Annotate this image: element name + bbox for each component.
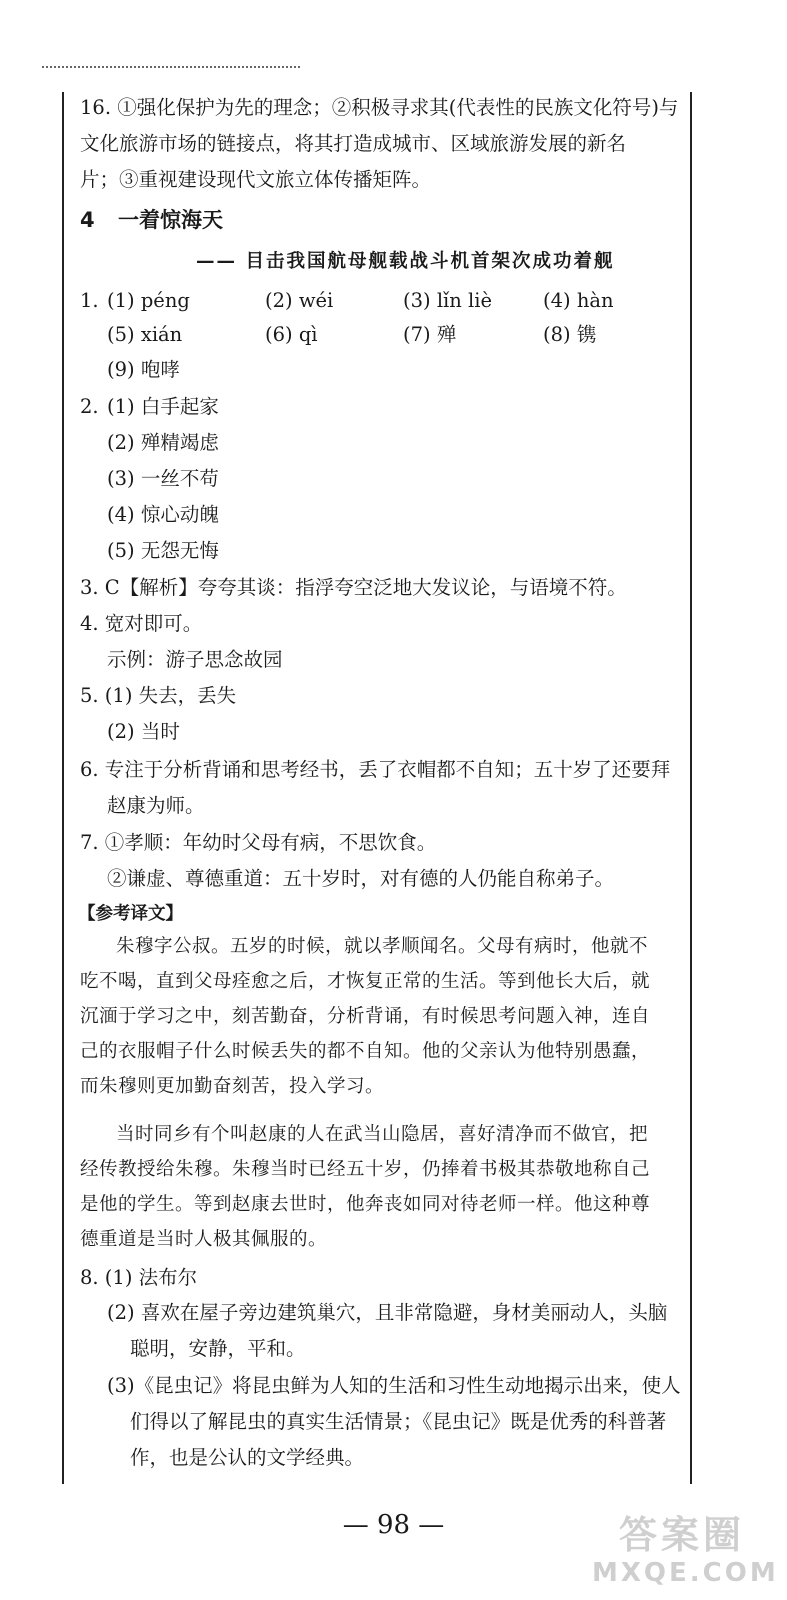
q8-line-5: 们得以了解昆虫的真实生活情景；《昆虫记》既是优秀的科普著: [130, 1410, 667, 1433]
q1-item: (8) 镌: [543, 323, 597, 346]
q8-line-1: 8. (1) 法布尔: [80, 1266, 198, 1289]
translation-line: 吃不喝，直到父母痊愈之后，才恢复正常的生活。等到他长大后，就: [80, 971, 651, 992]
translation-line: 当时同乡有个叫赵康的人在武当山隐居，喜好清净而不做官，把: [116, 1124, 649, 1145]
q8-line-6: 作，也是公认的文学经典。: [130, 1446, 365, 1469]
watermark-top-text: 答案圈: [618, 1513, 745, 1557]
watermark-logo: [592, 1512, 779, 1594]
q1-prefix: 1.: [80, 289, 99, 312]
translation-line: 朱穆字公叔。五岁的时候，就以孝顺闻名。父母有病时，他就不: [116, 936, 649, 957]
q16-line-3: 片；③重视建设现代文旅立体传播矩阵。: [80, 168, 432, 191]
q7-line-1: 7. ①孝顺：年幼时父母有病，不思饮食。: [80, 831, 437, 854]
q8-line-3: 聪明，安静，平和。: [130, 1337, 306, 1360]
translation-line: 经传教授给朱穆。朱穆当时已经五十岁，仍捧着书极其恭敬地称自己: [80, 1159, 651, 1180]
translation-line: 沉湎于学习之中，刻苦勤奋，分析背诵，有时候思考问题入神，连自: [80, 1006, 651, 1027]
q16-line-1: 16. ①强化保护为先的理念；②积极寻求其(代表性的民族文化符号)与: [80, 96, 679, 119]
q3-line: 3. C【解析】夸夸其谈：指浮夸空泛地大发议论，与语境不符。: [80, 576, 627, 599]
translation-line: 德重道是当时人极其佩服的。: [80, 1229, 328, 1250]
q2-prefix: 2.: [80, 395, 99, 418]
q1-item: (9) 咆哮: [107, 358, 180, 381]
q1-item: (6) qì: [265, 323, 318, 346]
translation-line: 而朱穆则更加勤奋刻苦，投入学习。: [80, 1076, 385, 1097]
q7-line-2: ②谦虚、尊德重道：五十岁时，对有德的人仍能自称弟子。: [107, 867, 615, 890]
q1-item: (3) lǐn liè: [403, 289, 493, 312]
q1-item: (7) 殚: [403, 323, 457, 346]
q4-line-1: 4. 宽对即可。: [80, 612, 203, 635]
translation-line: 己的衣服帽子什么时候丢失的都不自知。他的父亲认为他特别愚蠢，: [80, 1041, 651, 1062]
q5-line-2: (2) 当时: [107, 720, 180, 743]
q6-line-2: 赵康为师。: [107, 794, 205, 817]
translation-line: 是他的学生。等到赵康去世时，他奔丧如同对待老师一样。他这种尊: [80, 1194, 651, 1215]
q5-line-1: 5. (1) 失去，丢失: [80, 684, 237, 707]
q8-line-4: (3)《昆虫记》将昆虫鲜为人知的生活和习性生动地揭示出来，使人: [107, 1374, 681, 1397]
q8-line-2: (2) 喜欢在屋子旁边建筑巢穴，且非常隐避，身材美丽动人，头脑: [107, 1301, 668, 1324]
section-subtitle: —— 目击我国航母舰载战斗机首架次成功着舰: [196, 251, 615, 272]
top-dotted-rule: [42, 66, 300, 68]
page-number: — 98 —: [342, 1510, 445, 1540]
q1-item: (2) wéi: [265, 289, 334, 312]
q1-item: (1) péng: [107, 289, 190, 312]
section-number: 4: [80, 208, 95, 232]
q2-item: (3) 一丝不苟: [107, 467, 219, 490]
q6-line-1: 6. 专注于分析背诵和思考经书，丢了衣帽都不自知；五十岁了还要拜: [80, 758, 671, 781]
q16-line-2: 文化旅游市场的链接点，将其打造成城市、区域旅游发展的新名: [80, 132, 627, 155]
q2-item: (1) 白手起家: [107, 395, 219, 418]
q2-item: (5) 无怨无悔: [107, 539, 219, 562]
q1-item: (4) hàn: [543, 289, 614, 312]
q4-line-2: 示例：游子思念故园: [107, 648, 283, 671]
q1-item: (5) xián: [107, 323, 183, 346]
section-title: 一着惊海天: [118, 208, 223, 232]
q2-item: (2) 殚精竭虑: [107, 431, 219, 454]
translation-heading: 【参考译文】: [78, 904, 183, 924]
watermark-bottom-text: MXQE.COM: [592, 1558, 779, 1588]
q2-item: (4) 惊心动魄: [107, 503, 219, 526]
